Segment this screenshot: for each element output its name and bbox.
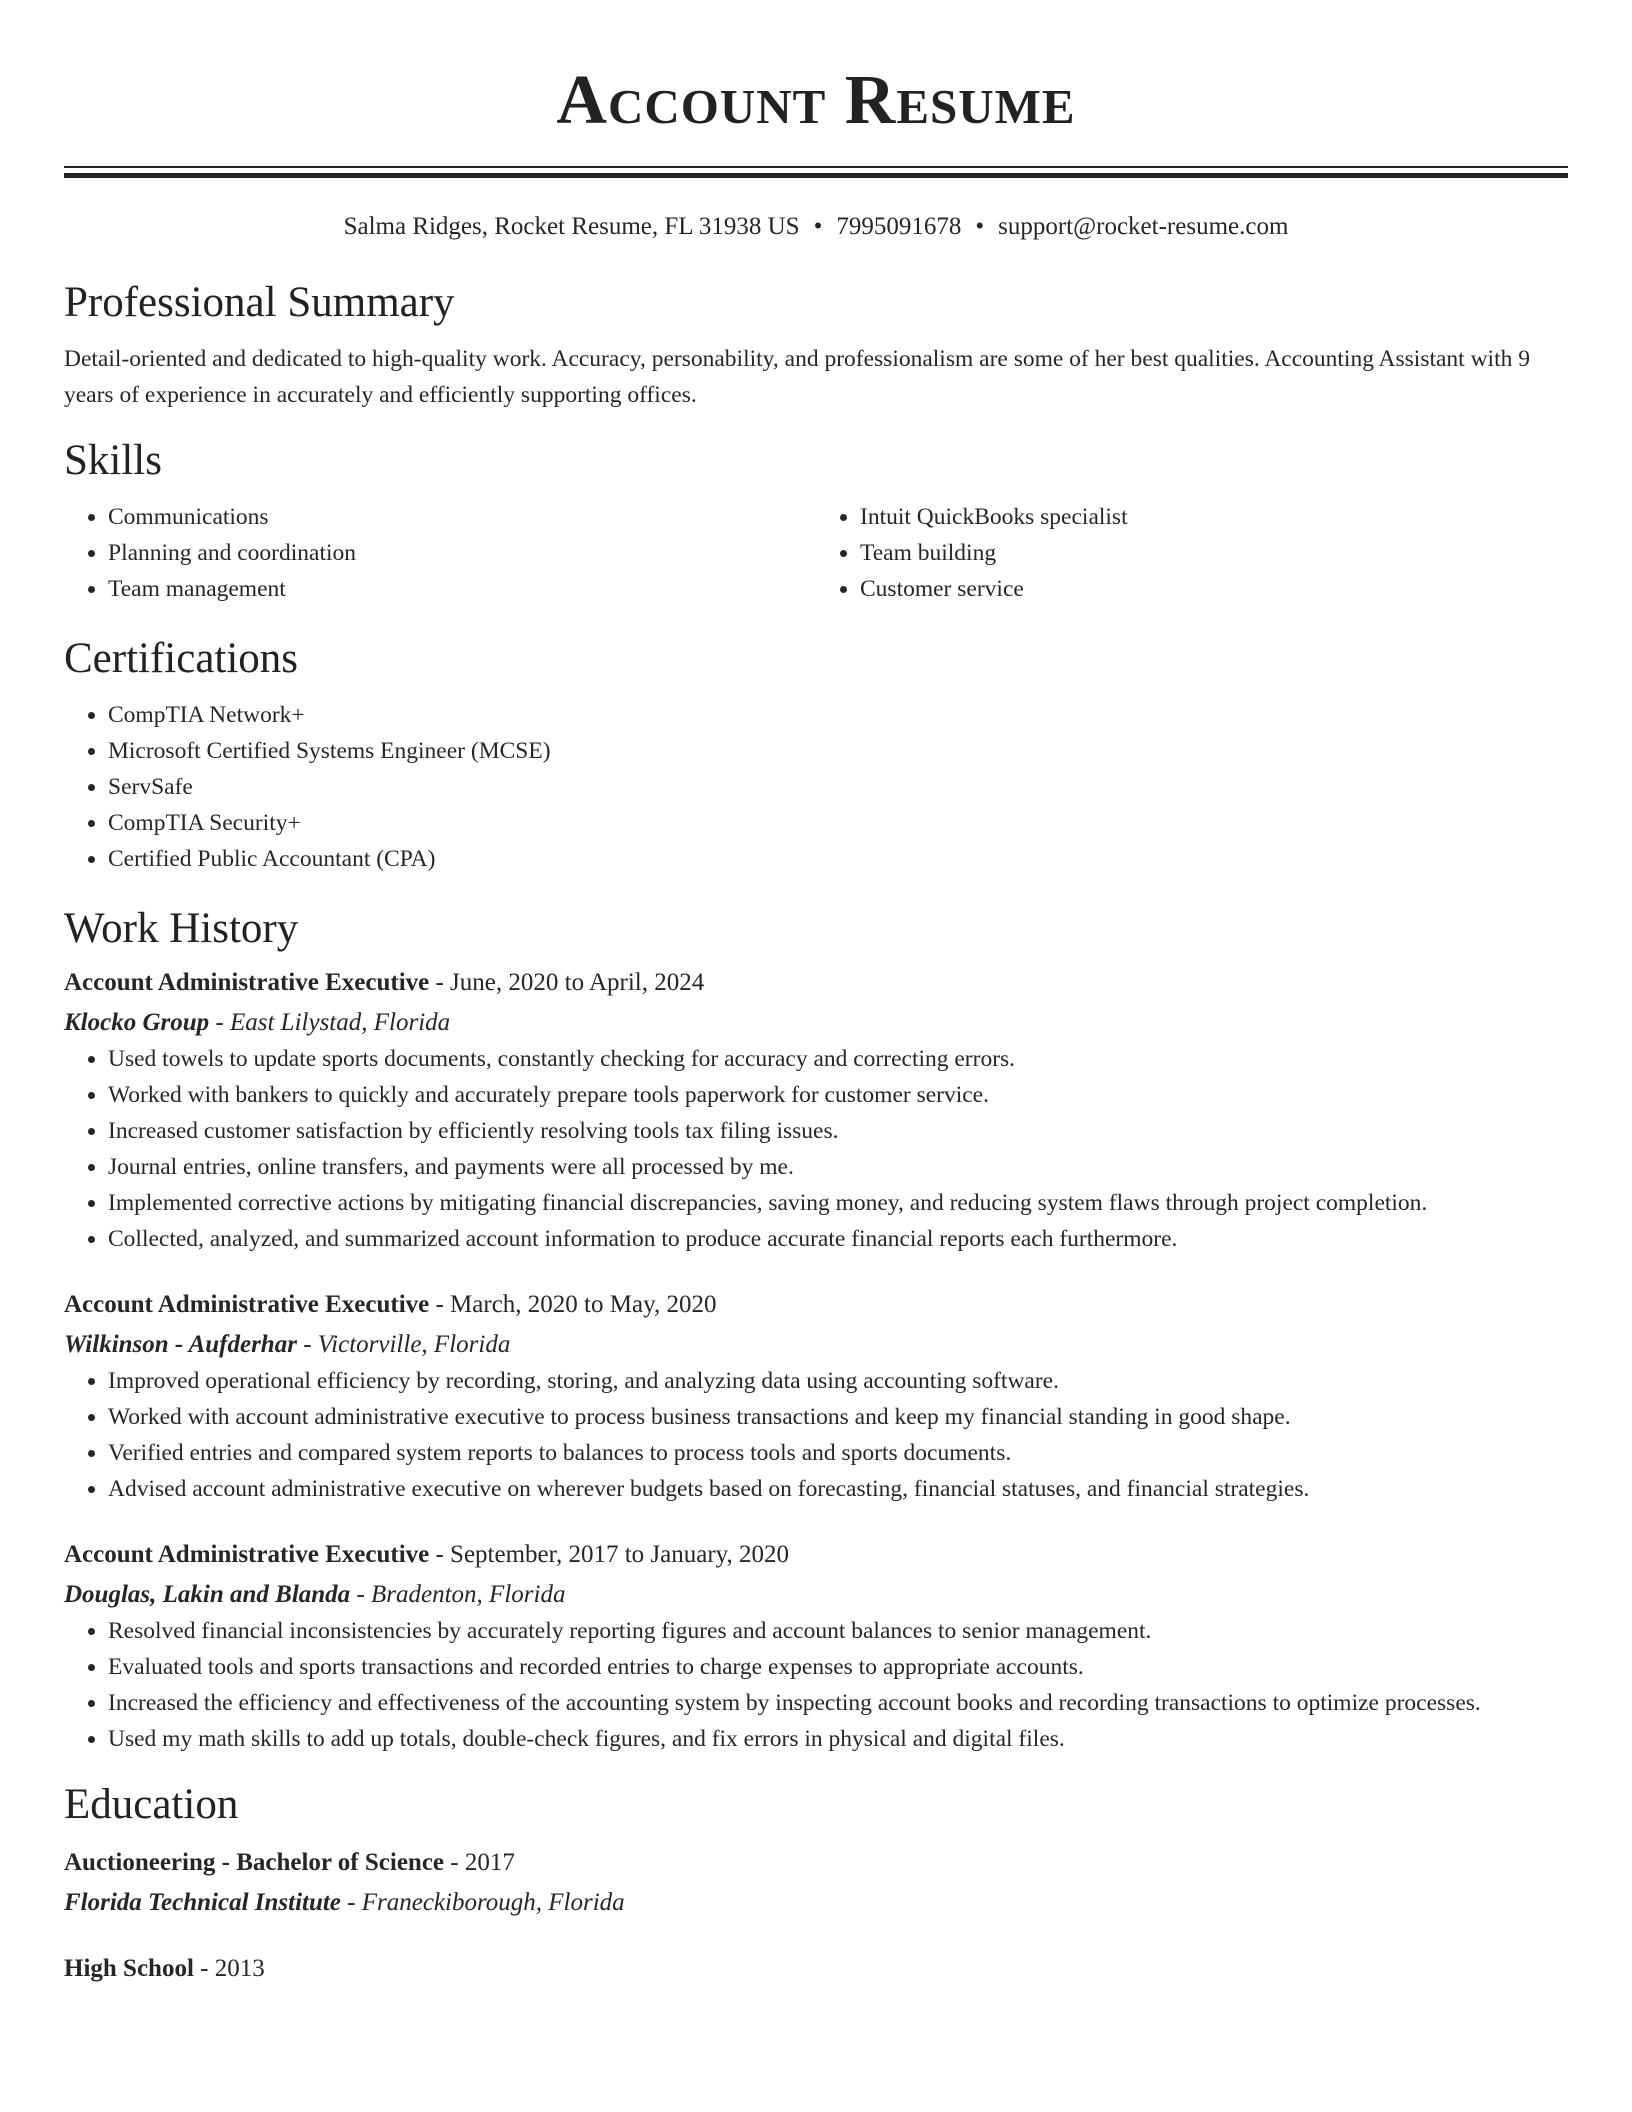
contact-address: Salma Ridges, Rocket Resume, FL 31938 US bbox=[343, 213, 800, 240]
certifications-heading: Certifications bbox=[64, 635, 299, 682]
job-title-line bbox=[64, 1287, 1568, 1323]
job-company-line bbox=[64, 1577, 1568, 1613]
certifications-list bbox=[64, 697, 1568, 877]
education-school: Florida Technical Institute bbox=[64, 1889, 341, 1916]
job-bullets bbox=[64, 1613, 1568, 1757]
education-entry bbox=[64, 1951, 1568, 1987]
job-role: Account Administrative Executive bbox=[64, 1541, 430, 1568]
certification-item: • CompTIA Security+ bbox=[108, 805, 1568, 841]
skill-item: • Communications bbox=[108, 499, 816, 535]
job-bullet: • Advised account administrative executive on wherever budgets based on forecasting, financial statuses, and financial strategies. bbox=[108, 1471, 1568, 1507]
education-year: - 2013 bbox=[193, 1955, 265, 1982]
certification-item: • Microsoft Certified Systems Engineer (MCSE) bbox=[108, 733, 1568, 769]
job-location: - Bradenton, Florida bbox=[350, 1581, 566, 1608]
job-dates: - March, 2020 to May, 2020 bbox=[429, 1291, 717, 1318]
title-rule-thin bbox=[64, 166, 1568, 168]
job-bullet: • Journal entries, online transfers, and payments were all processed by me. bbox=[108, 1149, 1568, 1185]
resume-page bbox=[64, 0, 1568, 1987]
job-company: Wilkinson - Aufderhar bbox=[64, 1331, 297, 1358]
work-history-heading: Work History bbox=[64, 905, 299, 952]
job-entry bbox=[64, 1537, 1568, 1757]
education-year: - 2017 bbox=[444, 1849, 515, 1876]
job-bullet: • Improved operational efficiency by recording, storing, and analyzing data using accounting software. bbox=[108, 1363, 1568, 1399]
skills-grid bbox=[64, 499, 1568, 607]
contact-separator: • bbox=[975, 213, 985, 240]
education-heading: Education bbox=[64, 1781, 239, 1828]
contact-separator: • bbox=[813, 213, 823, 240]
certification-item: • ServSafe bbox=[108, 769, 1568, 805]
job-title-line bbox=[64, 1537, 1568, 1573]
contact-line bbox=[64, 211, 1568, 243]
education-degree: High School bbox=[64, 1955, 194, 1982]
job-bullets bbox=[64, 1041, 1568, 1257]
job-bullet: • Collected, analyzed, and summarized account information to produce accurate financial reports each furthermore. bbox=[108, 1221, 1568, 1257]
education-location: - Franeckiborough, Florida bbox=[340, 1889, 625, 1916]
job-bullet: • Worked with bankers to quickly and accurately prepare tools paperwork for customer service. bbox=[108, 1077, 1568, 1113]
summary-text: Detail-oriented and dedicated to high-quality work. Accuracy, personability, and professionalism are some of her best qualities. Accounting Assistant with 9 years of experience in accurately and efficiently supporting offices. bbox=[64, 346, 1530, 408]
title-rule-thick bbox=[64, 173, 1568, 178]
document-title: Account Resume bbox=[556, 62, 1076, 139]
job-company-line bbox=[64, 1005, 1568, 1041]
job-company: Klocko Group bbox=[64, 1009, 210, 1036]
certification-item: • Certified Public Accountant (CPA) bbox=[108, 841, 1568, 877]
education-entry bbox=[64, 1845, 1568, 1921]
education-degree-line bbox=[64, 1951, 1568, 1987]
job-company-line bbox=[64, 1327, 1568, 1363]
job-bullet: • Evaluated tools and sports transactions and recorded entries to charge expenses to appropriate accounts. bbox=[108, 1649, 1568, 1685]
education-school-line bbox=[64, 1885, 1568, 1921]
certification-item: • CompTIA Network+ bbox=[108, 697, 1568, 733]
skill-item: • Customer service bbox=[860, 571, 1568, 607]
education-degree-line bbox=[64, 1845, 1568, 1881]
job-bullet: • Used towels to update sports documents, constantly checking for accuracy and correcting errors. bbox=[108, 1041, 1568, 1077]
job-role: Account Administrative Executive bbox=[64, 1291, 430, 1318]
skills-list-left bbox=[64, 499, 816, 607]
contact-phone: 7995091678 bbox=[836, 213, 962, 240]
job-bullet: • Resolved financial inconsistencies by accurately reporting figures and account balances to senior management. bbox=[108, 1613, 1568, 1649]
skills-heading: Skills bbox=[64, 437, 162, 484]
summary-heading: Professional Summary bbox=[64, 279, 455, 326]
job-bullets bbox=[64, 1363, 1568, 1507]
job-bullet: • Verified entries and compared system reports to balances to process tools and sports documents. bbox=[108, 1435, 1568, 1471]
skill-item: • Team management bbox=[108, 571, 816, 607]
job-entry bbox=[64, 1287, 1568, 1507]
skill-item: • Intuit QuickBooks specialist bbox=[860, 499, 1568, 535]
education-degree: Auctioneering - Bachelor of Science bbox=[64, 1849, 445, 1876]
job-bullet: • Increased customer satisfaction by efficiently resolving tools tax filing issues. bbox=[108, 1113, 1568, 1149]
skill-item: • Planning and coordination bbox=[108, 535, 816, 571]
job-dates: - June, 2020 to April, 2024 bbox=[429, 969, 705, 996]
job-location: - Victorville, Florida bbox=[296, 1331, 511, 1358]
job-company: Douglas, Lakin and Blanda bbox=[64, 1581, 351, 1608]
skills-list-right bbox=[816, 499, 1568, 607]
job-bullet: • Used my math skills to add up totals, double-check figures, and fix errors in physical and digital files. bbox=[108, 1721, 1568, 1757]
job-dates: - September, 2017 to January, 2020 bbox=[429, 1541, 790, 1568]
job-role: Account Administrative Executive bbox=[64, 969, 430, 996]
job-bullet: • Worked with account administrative executive to process business transactions and keep my financial standing in good shape. bbox=[108, 1399, 1568, 1435]
job-bullet: • Increased the efficiency and effectiveness of the accounting system by inspecting account books and recording transactions to optimize processes. bbox=[108, 1685, 1568, 1721]
job-location: - East Lilystad, Florida bbox=[209, 1009, 451, 1036]
skill-item: • Team building bbox=[860, 535, 1568, 571]
job-entry bbox=[64, 965, 1568, 1257]
job-bullet: • Implemented corrective actions by mitigating financial discrepancies, saving money, and reducing system flaws through project completion. bbox=[108, 1185, 1568, 1221]
contact-email: support@rocket-resume.com bbox=[998, 213, 1289, 240]
job-title-line bbox=[64, 965, 1568, 1001]
